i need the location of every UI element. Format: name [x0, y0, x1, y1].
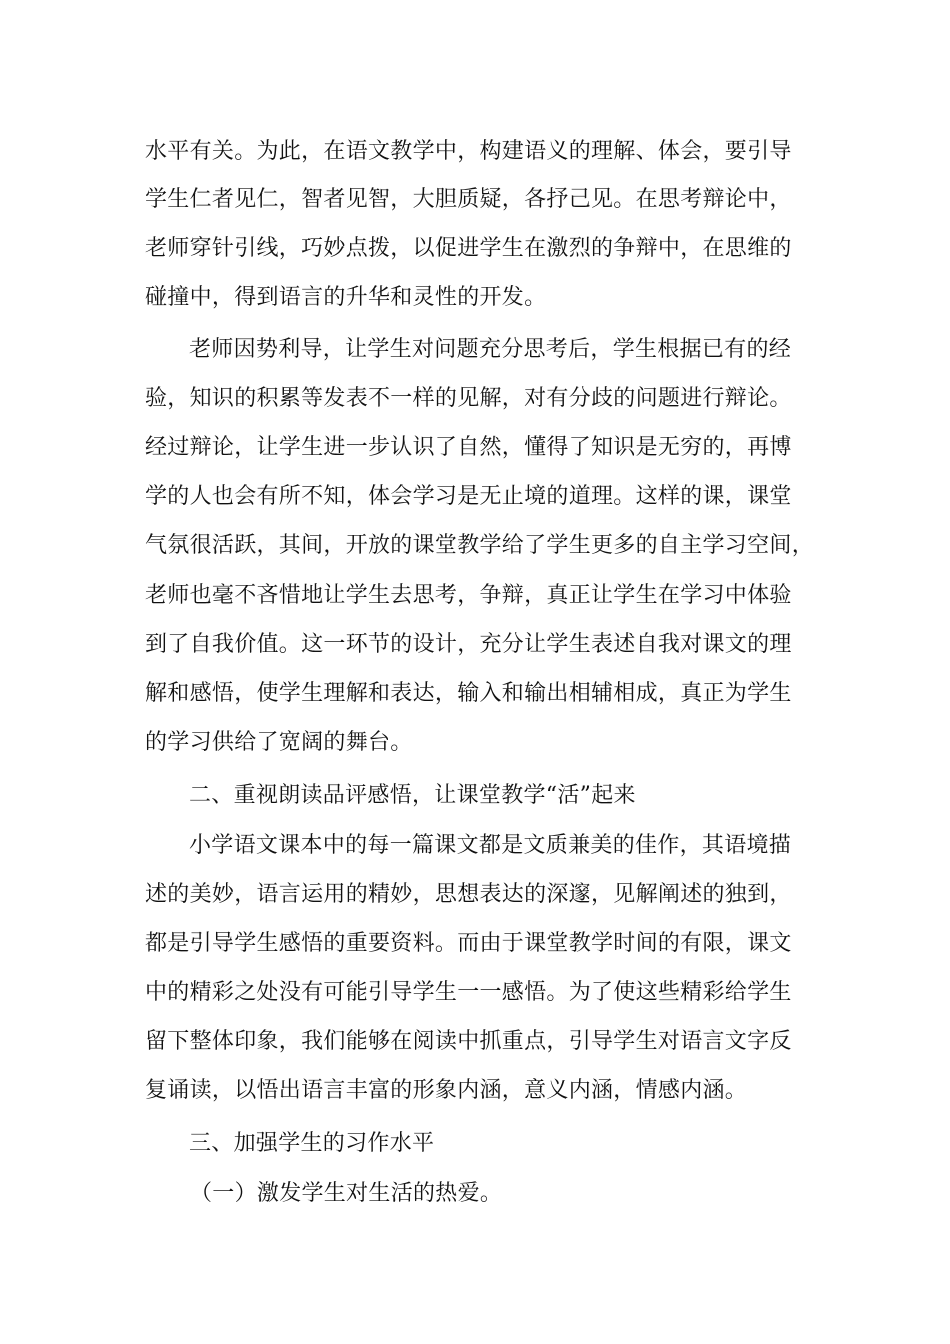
paragraph-2-line-7: 到了自我价值。这一环节的设计，充分让学生表述自我对课文的理	[145, 632, 792, 657]
paragraph-1-line-3: 老师穿针引线，巧妙点拨，以促进学生在激烈的争辩中，在思维的	[145, 236, 792, 261]
paragraph-1-line-2: 学生仁者见仁，智者见智，大胆质疑，各抒己见。在思考辩论中，	[145, 187, 792, 212]
paragraph-3-line-2: 述的美妙，语言运用的精妙，思想表达的深邃，见解阐述的独到，	[145, 882, 792, 907]
paragraph-2-line-2: 验，知识的积累等发表不一样的见解，对有分歧的问题进行辩论。	[145, 386, 792, 411]
section-heading-3: 三、加强学生的习作水平	[189, 1131, 435, 1156]
paragraph-3-line-5: 留下整体印象，我们能够在阅读中抓重点，引导学生对语言文字反	[145, 1029, 792, 1054]
paragraph-2-line-9: 的学习供给了宽阔的舞台。	[145, 730, 413, 755]
paragraph-3-line-3: 都是引导学生感悟的重要资料。而由于课堂教学时间的有限，课文	[145, 931, 792, 956]
paragraph-3-line-4: 中的精彩之处没有可能引导学生一一感悟。为了使这些精彩给学生	[145, 980, 792, 1005]
section-heading-2: 二、重视朗读品评感悟，让课堂教学“活”起来	[189, 783, 636, 808]
paragraph-1-line-4: 碰撞中，得到语言的升华和灵性的开发。	[145, 285, 547, 310]
paragraph-2-line-4: 学的人也会有所不知，体会学习是无止境的道理。这样的课，课堂	[145, 484, 792, 509]
paragraph-2-line-6: 老师也毫不吝惜地让学生去思考，争辩，真正让学生在学习中体验	[145, 583, 792, 608]
paragraph-2-line-8: 解和感悟，使学生理解和表达，输入和输出相辅相成，真正为学生	[145, 681, 792, 706]
paragraph-2-line-3: 经过辩论，让学生进一步认识了自然，懂得了知识是无穷的，再博	[145, 435, 792, 460]
paragraph-2-line-5: 气氛很活跃，其间，开放的课堂教学给了学生更多的自主学习空间，	[145, 533, 815, 558]
paragraph-3-line-1: 小学语文课本中的每一篇课文都是文质兼美的佳作，其语境描	[189, 833, 792, 858]
paragraph-3-line-6: 复诵读，以悟出语言丰富的形象内涵，意义内涵，情感内涵。	[145, 1078, 748, 1103]
subsection-heading-1: （一）激发学生对生活的热爱。	[190, 1181, 503, 1206]
paragraph-1-line-1: 水平有关。为此，在语文教学中，构建语义的理解、体会，要引导	[145, 139, 792, 164]
paragraph-2-line-1: 老师因势利导，让学生对问题充分思考后，学生根据已有的经	[189, 337, 792, 362]
